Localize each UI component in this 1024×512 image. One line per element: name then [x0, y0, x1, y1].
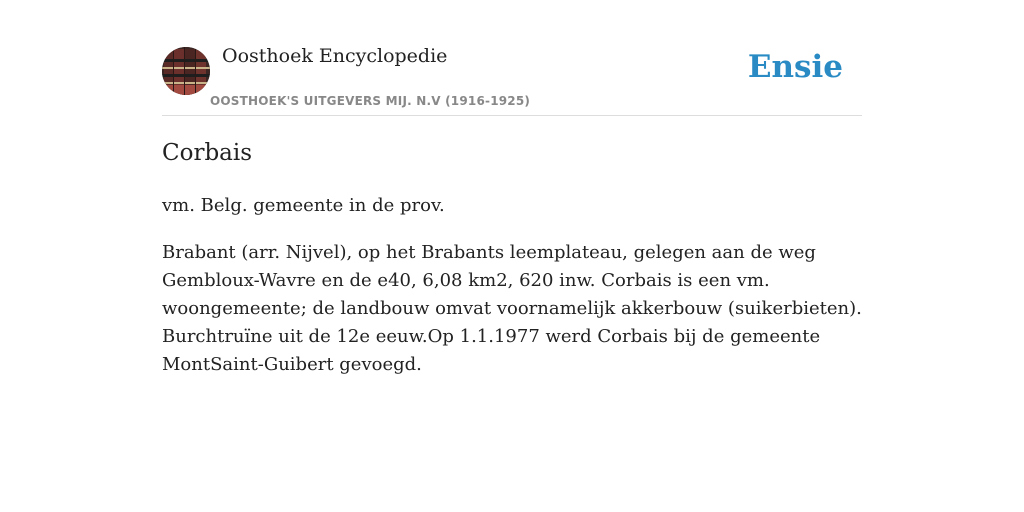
- entry-paragraph: vm. Belg. gemeente in de prov.: [162, 195, 445, 216]
- publication-title[interactable]: Oosthoek Encyclopedie: [222, 45, 448, 67]
- publication-avatar[interactable]: [162, 47, 210, 95]
- header: [162, 0, 862, 116]
- brand-logo-link[interactable]: Ensie: [747, 49, 843, 85]
- page: [162, 0, 862, 375]
- entry-paragraph: Brabant (arr. Nijvel), op het Brabants leemplateau, gelegen aan de weg Gembloux-Wavre en de e40, 6,08 km2, 620 inw. Corbais is een vm. woongemeente; de landbouw omvat voornamelijk akkerbouw (suikerbieten). Burchtruïne uit de 12e eeuw.Op 1.1.1977 werd Corbais bij de gemeente MontSaint-Guibert gevoegd.: [162, 242, 862, 375]
- publication-subtitle: OOSTHOEK'S UITGEVERS MIJ. N.V (1916-1925): [210, 94, 531, 108]
- entry-title: Corbais: [162, 140, 253, 166]
- book-spines-icon: [162, 47, 210, 95]
